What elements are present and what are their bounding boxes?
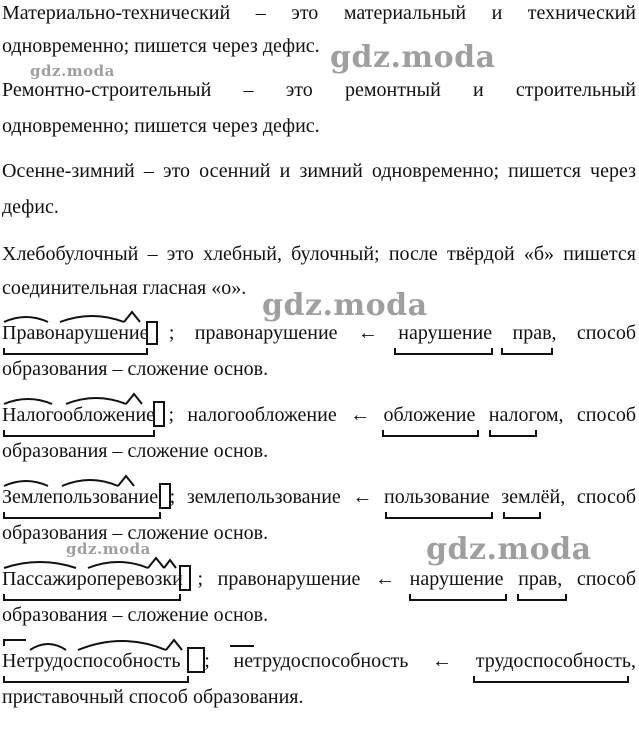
stem-bracket: [504, 512, 540, 518]
analysis-line: Нетрудоспособность ; нетрудоспособность ← трудоспособность,: [2, 650, 636, 672]
text-line: одновременно; пишется через дефис.: [2, 115, 320, 137]
stem-bracket: [386, 512, 492, 518]
stem-bracket: [410, 594, 506, 600]
stem-bracket: [395, 348, 492, 354]
watermark: gdz.moda: [66, 540, 151, 558]
watermark: gdz.moda: [330, 40, 496, 75]
analysis-line: Правонарушение ; правонарушение ← нарушение прав, способ: [2, 322, 636, 344]
text-line: соединительная гласная «о».: [2, 277, 247, 299]
text-line: приставочный способ образования.: [2, 686, 304, 708]
analysis-line: Налогообложение ; налогообложение ← обложение налогом, способ: [2, 404, 636, 426]
prefix-mark: [4, 640, 26, 646]
stem-bracket: [4, 430, 154, 436]
stem-bracket: [518, 594, 566, 600]
stem-bracket: [474, 676, 628, 682]
text-line: образования – сложение основ.: [2, 440, 269, 462]
stem-bracket: [383, 430, 478, 436]
stem-bracket: [4, 348, 147, 354]
text-line: одновременно; пишется через дефис.: [2, 35, 320, 57]
text-line: Осенне-зимний – это осенний и зимний одновременно; пишется через: [2, 160, 636, 182]
stem-bracket: [502, 348, 552, 354]
watermark: gdz.moda: [262, 288, 428, 323]
text-line: Материально-технический – это материальный и технический: [2, 2, 636, 24]
analysis-line: Пассажироперевозки ; правонарушение ← нарушение прав, способ: [2, 568, 636, 590]
stem-bracket: [490, 430, 536, 436]
text-line: дефис.: [2, 196, 59, 218]
text-line: Ремонтно-строительный – это ремонтный и строительный: [2, 79, 636, 101]
watermark: gdz.moda: [30, 62, 115, 80]
analysis-line: Землепользование ; землепользование ← пользование землёй, способ: [2, 486, 636, 508]
text-line: образования – сложение основ.: [2, 604, 269, 626]
text-line: образования – сложение основ.: [2, 358, 269, 380]
stem-bracket: [4, 676, 188, 682]
stem-bracket: [4, 512, 160, 518]
text-line: образования – сложение основ.: [2, 522, 269, 544]
text-line: Хлебобулочный – это хлебный, булочный; после твёрдой «б» пишется: [2, 243, 636, 265]
stem-bracket: [4, 594, 180, 600]
watermark: gdz.moda: [426, 532, 592, 567]
